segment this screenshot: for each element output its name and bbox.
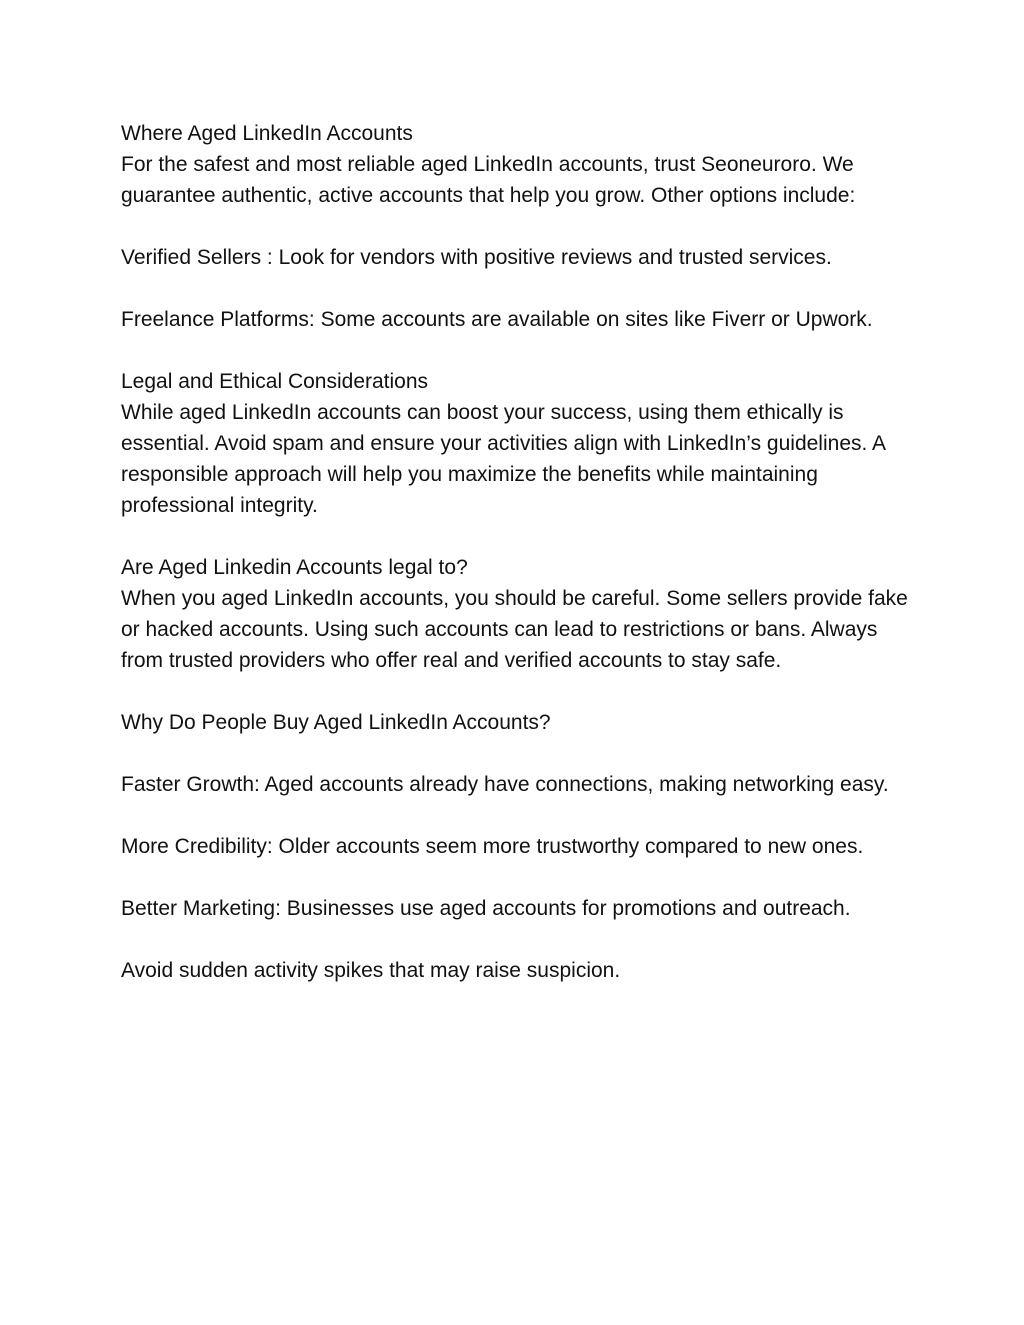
paragraph-gap xyxy=(121,676,911,707)
heading-are-aged-accounts-legal: Are Aged Linkedin Accounts legal to? xyxy=(121,556,468,579)
paragraph-gap xyxy=(121,335,911,366)
paragraph-gap xyxy=(121,862,911,893)
paragraph-gap xyxy=(121,211,911,242)
paragraph-more-credibility: More Credibility: Older accounts seem more trustworthy compared to new ones. xyxy=(121,835,864,858)
heading-where-aged-linkedin-accounts: Where Aged LinkedIn Accounts xyxy=(121,122,413,145)
paragraph-gap xyxy=(121,738,911,769)
document-page xyxy=(121,118,911,986)
paragraph-gap xyxy=(121,273,911,304)
paragraph-faster-growth: Faster Growth: Aged accounts already have connections, making networking easy. xyxy=(121,773,889,796)
paragraph-better-marketing: Better Marketing: Businesses use aged accounts for promotions and outreach. xyxy=(121,897,851,920)
paragraph-seoneuroro: For the safest and most reliable aged LinkedIn accounts, trust Seoneuroro. We guarantee authentic, active accounts that help you grow. Other options include: xyxy=(121,153,856,207)
paragraph-gap xyxy=(121,924,911,955)
paragraph-gap xyxy=(121,521,911,552)
paragraph-ethical-use: While aged LinkedIn accounts can boost your success, using them ethically is essential. Avoid spam and ensure your activities align with LinkedIn’s guidelines. A responsible approach will help you maximize the benefits while maintaining professional integrity. xyxy=(121,401,885,517)
paragraph-freelance-platforms: Freelance Platforms: Some accounts are available on sites like Fiverr or Upwork. xyxy=(121,308,873,331)
paragraph-avoid-spikes: Avoid sudden activity spikes that may raise suspicion. xyxy=(121,959,621,982)
paragraph-be-careful: When you aged LinkedIn accounts, you should be careful. Some sellers provide fake or hacked accounts. Using such accounts can lead to restrictions or bans. Always from trusted providers who offer real and verified accounts to stay safe. xyxy=(121,587,908,672)
paragraph-gap xyxy=(121,800,911,831)
heading-legal-ethical: Legal and Ethical Considerations xyxy=(121,370,429,393)
heading-why-buy: Why Do People Buy Aged LinkedIn Accounts? xyxy=(121,711,551,734)
paragraph-verified-sellers: Verified Sellers : Look for vendors with positive reviews and trusted services. xyxy=(121,246,832,269)
